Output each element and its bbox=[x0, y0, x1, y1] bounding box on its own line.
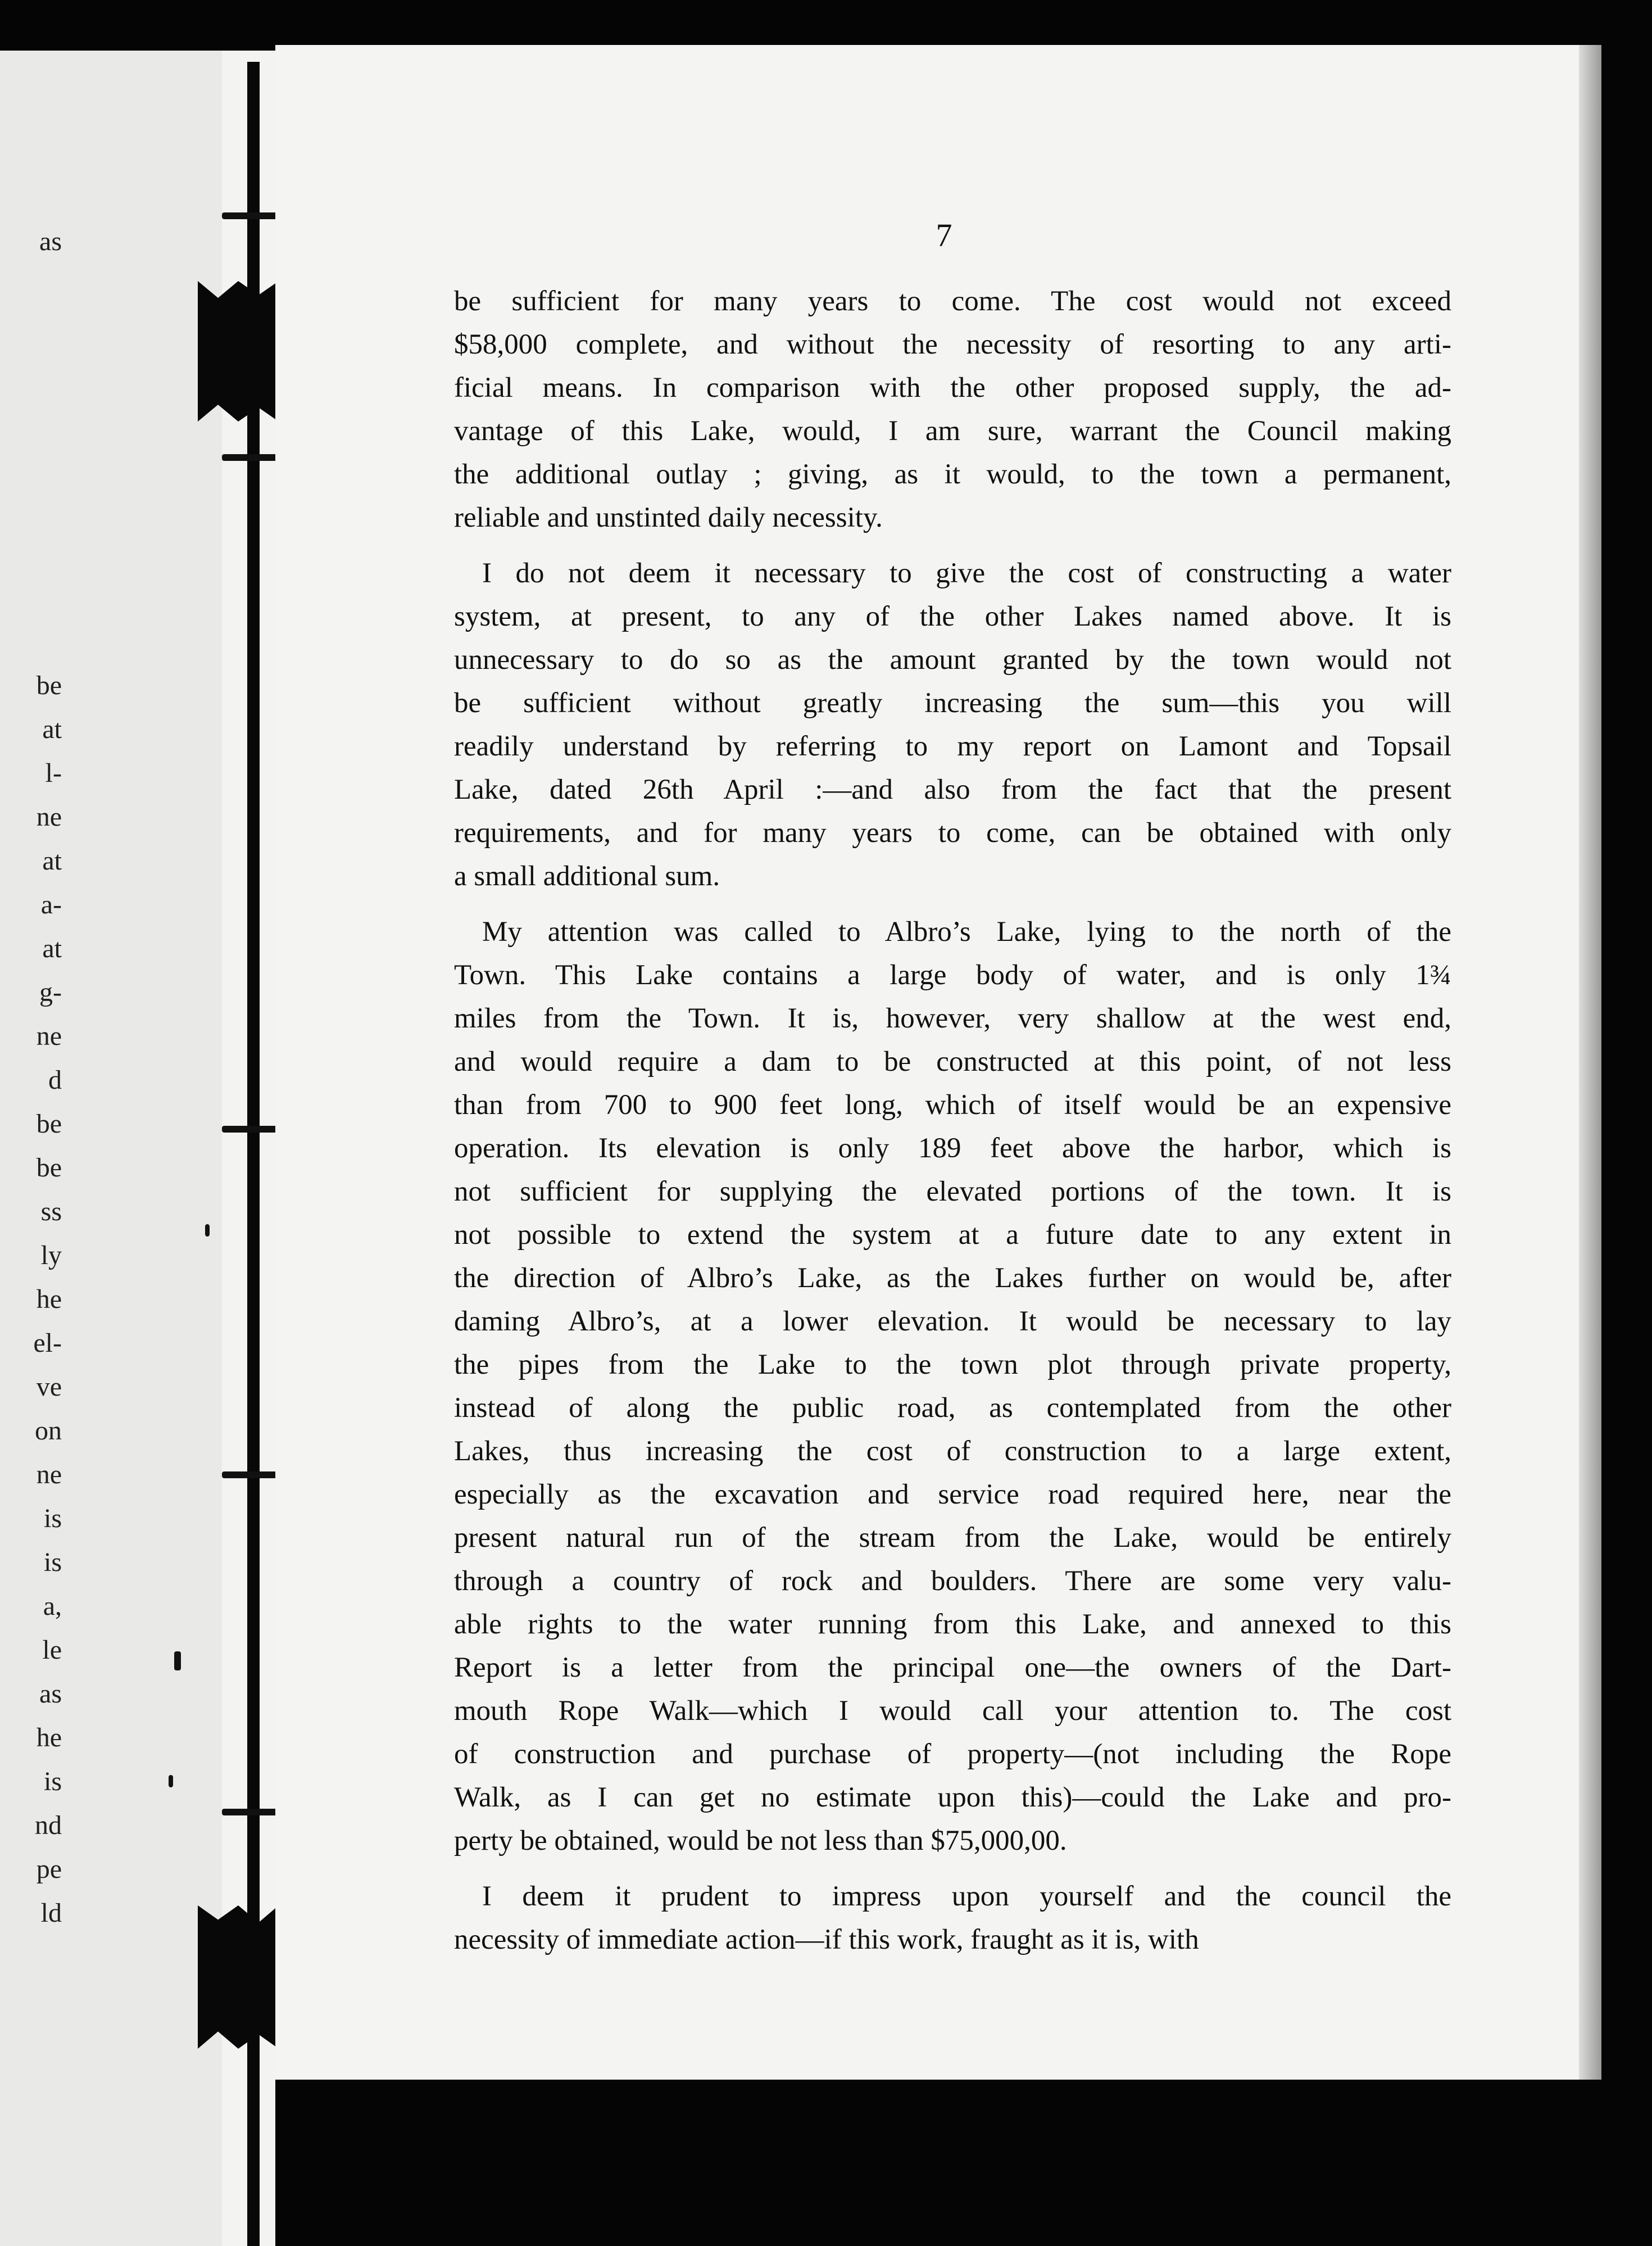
text-line: Town. This Lake contains a large body of water, and is only 1¾ bbox=[454, 959, 1451, 991]
binding-stitch bbox=[222, 212, 278, 219]
text-line: $58,000 complete, and without the necessity of resorting to any arti- bbox=[454, 329, 1451, 360]
text-line: through a country of rock and boulders. There are some very valu- bbox=[454, 1565, 1451, 1597]
text-line: able rights to the water running from this Lake, and annexed to this bbox=[454, 1609, 1451, 1640]
text-line: instead of along the public road, as contemplated from the other bbox=[454, 1392, 1451, 1424]
text-line: Report is a letter from the principal one—the owners of the Dart- bbox=[454, 1652, 1451, 1683]
text-line: than from 700 to 900 feet long, which of itself would be an expensive bbox=[454, 1089, 1451, 1121]
left-page-text-fragment: as bbox=[39, 1679, 62, 1709]
text-line: Walk, as I can get no estimate upon this)—could the Lake and pro- bbox=[454, 1782, 1451, 1813]
left-page-text-fragment: d bbox=[48, 1065, 62, 1095]
paragraph bbox=[454, 1875, 1451, 1962]
left-page-text-fragment: ld bbox=[40, 1898, 62, 1928]
text-line: miles from the Town. It is, however, very shallow at the west end, bbox=[454, 1003, 1451, 1034]
paragraph bbox=[454, 280, 1451, 540]
left-page-text-fragment: is bbox=[43, 1504, 62, 1533]
text-line: of construction and purchase of property—(not including the Rope bbox=[454, 1738, 1451, 1770]
paragraph bbox=[454, 911, 1451, 1863]
left-page-text-fragment: pe bbox=[36, 1854, 62, 1884]
left-page-text-fragment: a- bbox=[40, 890, 62, 920]
text-line: perty be obtained, would be not less than $75,000,00. bbox=[454, 1825, 1067, 1856]
left-page-text-fragment: is bbox=[43, 1767, 62, 1796]
text-line: be sufficient without greatly increasing the sum—this you will bbox=[454, 687, 1451, 719]
text-line: the additional outlay ; giving, as it would, to the town a permanent, bbox=[454, 459, 1451, 490]
text-line: necessity of immediate action—if this work, fraught as it is, with bbox=[454, 1924, 1199, 1955]
left-page-text-fragment: le bbox=[42, 1635, 62, 1665]
text-line: requirements, and for many years to come, can be obtained with only bbox=[454, 817, 1451, 849]
body-text bbox=[454, 280, 1451, 1962]
page-edge-shadow bbox=[1579, 45, 1601, 2080]
left-page-text-fragment: he bbox=[36, 1723, 62, 1753]
left-page-text-fragment: ne bbox=[36, 802, 62, 832]
text-line: unnecessary to do so as the amount granted by the town would not bbox=[454, 644, 1451, 676]
text-line: I deem it prudent to impress upon yourself and the council the bbox=[482, 1881, 1451, 1912]
binding-hole bbox=[169, 1775, 173, 1787]
binding-hole bbox=[205, 1224, 210, 1237]
text-line: daming Albro’s, at a lower elevation. It would be necessary to lay bbox=[454, 1306, 1451, 1337]
text-line: and would require a dam to be constructed at this point, of not less bbox=[454, 1046, 1451, 1077]
binding-stitch bbox=[222, 1471, 278, 1478]
binding-stitch bbox=[222, 454, 278, 461]
text-line: not sufficient for supplying the elevated portions of the town. It is bbox=[454, 1176, 1451, 1207]
left-page-text-fragment: l- bbox=[45, 758, 62, 788]
left-page-text-fragment: ss bbox=[40, 1197, 62, 1226]
text-line: vantage of this Lake, would, I am sure, warrant the Council making bbox=[454, 415, 1451, 447]
left-page-text-fragment: el- bbox=[33, 1328, 62, 1358]
left-page-text-fragment: nd bbox=[35, 1810, 62, 1840]
text-line: mouth Rope Walk—which I would call your attention to. The cost bbox=[454, 1695, 1451, 1727]
left-page-text-fragment: ne bbox=[36, 1021, 62, 1051]
text-line: reliable and unstinted daily necessity. bbox=[454, 502, 883, 533]
left-page-text-fragment: be bbox=[36, 1153, 62, 1183]
left-page-text-fragment: be bbox=[36, 1109, 62, 1139]
text-line: My attention was called to Albro’s Lake, lying to the north of the bbox=[482, 916, 1451, 948]
text-line: the pipes from the Lake to the town plot through private property, bbox=[454, 1349, 1451, 1380]
left-page-text-fragment: ne bbox=[36, 1460, 62, 1489]
binding-hole bbox=[174, 1651, 181, 1670]
left-page-text-fragment: ve bbox=[36, 1372, 62, 1402]
text-line: not possible to extend the system at a future date to any extent in bbox=[454, 1219, 1451, 1251]
text-line: present natural run of the stream from the Lake, would be entirely bbox=[454, 1522, 1451, 1554]
text-line: I do not deem it necessary to give the cost of constructing a water bbox=[482, 558, 1451, 589]
binding-stitch bbox=[222, 1809, 278, 1815]
text-line: a small additional sum. bbox=[454, 861, 720, 892]
paragraph bbox=[454, 552, 1451, 898]
binding-stitch bbox=[222, 1126, 278, 1133]
text-line: Lakes, thus increasing the cost of construction to a large extent, bbox=[454, 1436, 1451, 1467]
left-page-text-fragment: he bbox=[36, 1284, 62, 1314]
text-line: ficial means. In comparison with the other proposed supply, the ad- bbox=[454, 372, 1451, 404]
text-line: operation. Its elevation is only 189 feet above the harbor, which is bbox=[454, 1133, 1451, 1164]
left-page-text-fragment: as bbox=[39, 227, 62, 256]
text-line: readily understand by referring to my report on Lamont and Topsail bbox=[454, 731, 1451, 762]
left-page-text-fragment: a, bbox=[43, 1591, 62, 1621]
left-page-text-fragment: is bbox=[43, 1547, 62, 1577]
page-number: 7 bbox=[936, 217, 952, 253]
text-line: the direction of Albro’s Lake, as the Lakes further on would be, after bbox=[454, 1262, 1451, 1294]
left-page-text-fragment: on bbox=[35, 1416, 62, 1446]
left-page-text-fragment: at bbox=[42, 934, 62, 963]
text-line: system, at present, to any of the other Lakes named above. It is bbox=[454, 601, 1451, 632]
left-page-text-fragment: at bbox=[42, 714, 62, 744]
left-page-text-fragment: ly bbox=[40, 1240, 62, 1270]
text-line: especially as the excavation and service road required here, near the bbox=[454, 1479, 1451, 1510]
left-page-text-fragment: be bbox=[36, 671, 62, 700]
text-line: be sufficient for many years to come. The cost would not exceed bbox=[454, 286, 1451, 317]
left-facing-page bbox=[0, 51, 222, 2246]
left-page-text-fragment: at bbox=[42, 846, 62, 876]
text-line: Lake, dated 26th April :—and also from the fact that the present bbox=[454, 774, 1451, 805]
left-page-text-fragment: g- bbox=[39, 977, 62, 1007]
